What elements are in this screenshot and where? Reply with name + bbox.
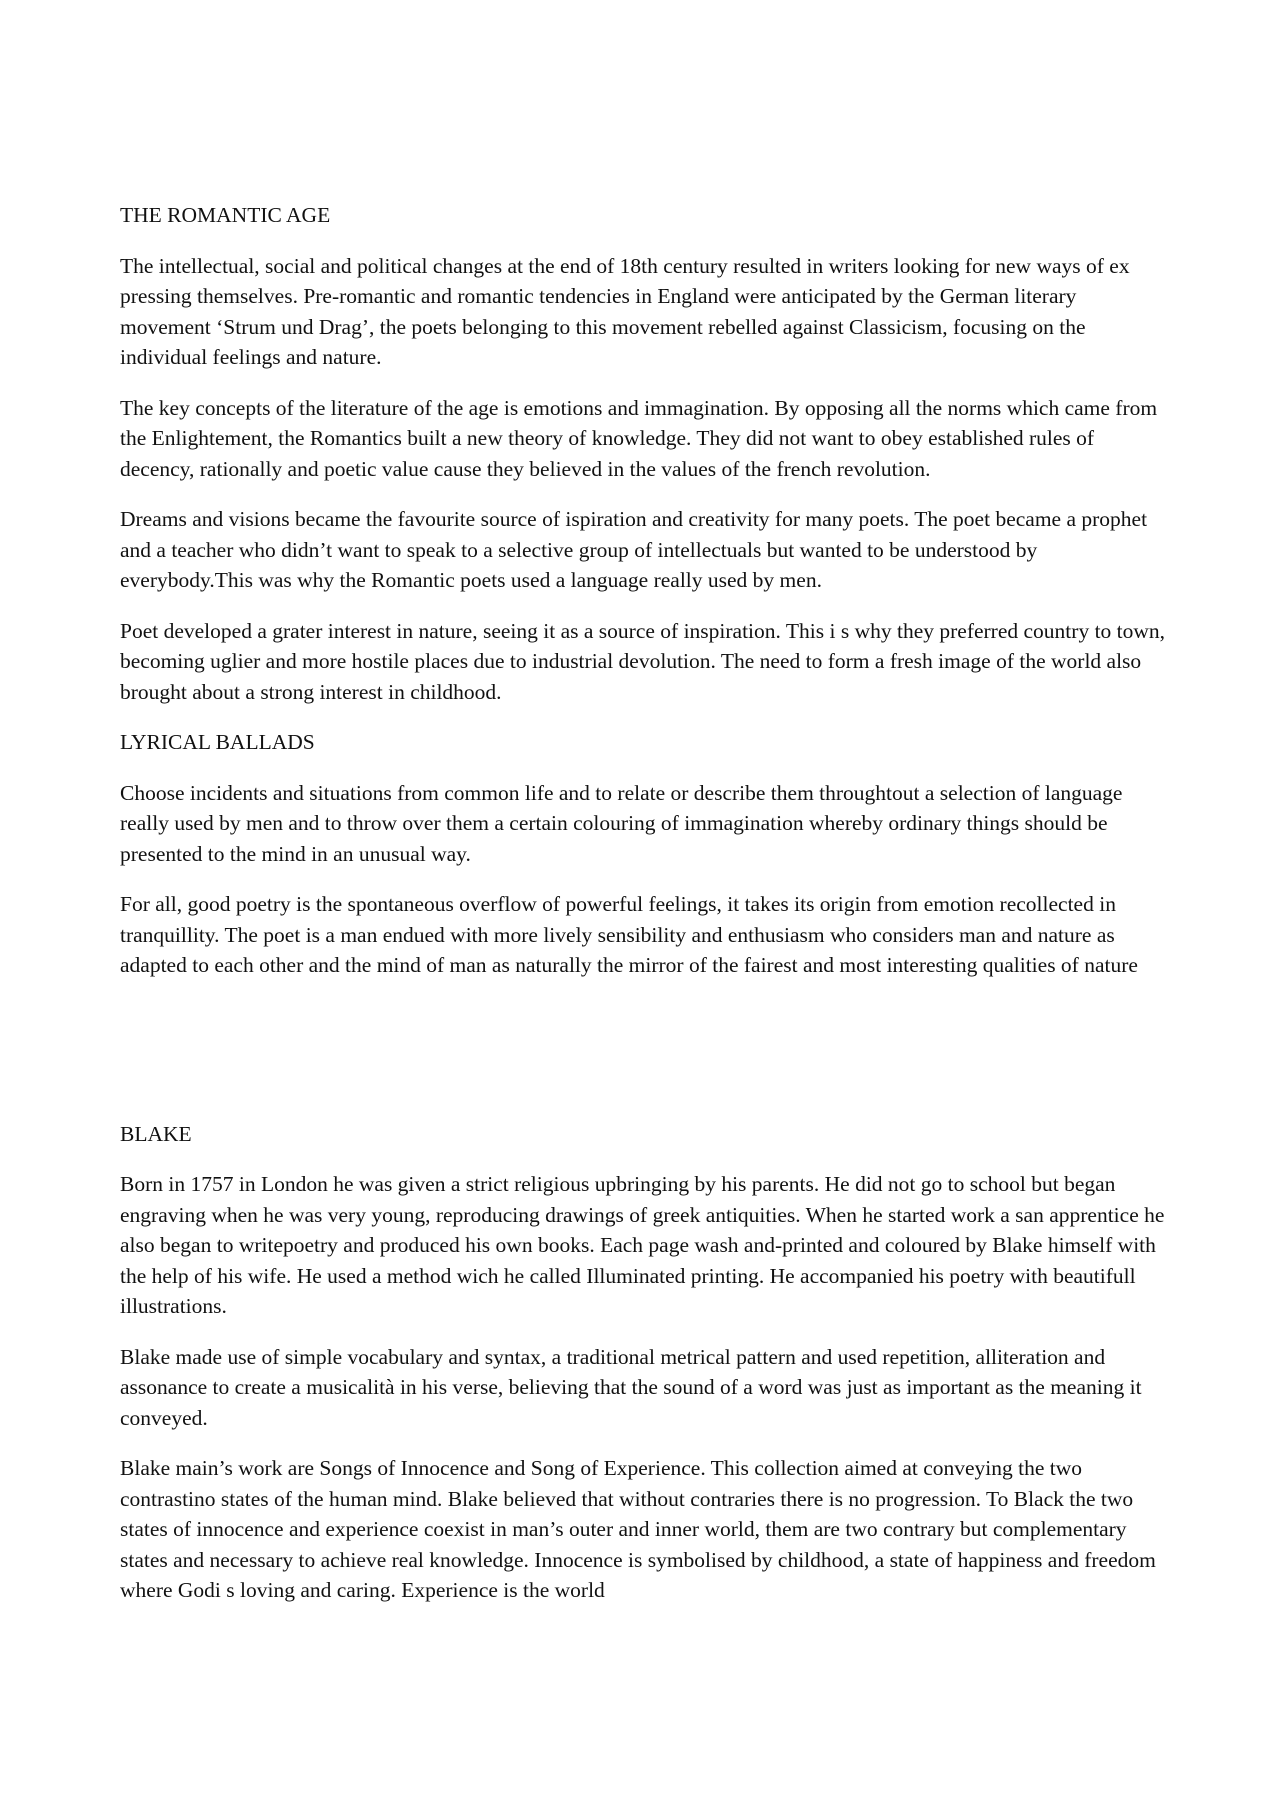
section-heading: LYRICAL BALLADS	[120, 730, 315, 754]
paragraph: For all, good poetry is the spontaneous overflow of powerful feelings, it takes its origin from emotion recollected in tranquillity. The poet is a man endued with more lively sensibility and enthusiasm who considers man and nature as adapted to each other and the mind of man as naturally the mirror of the fairest and most interesting qualities of nature	[120, 892, 1138, 977]
document-page	[120, 200, 1168, 1626]
section-romantic-age	[120, 200, 1168, 707]
section-heading: THE ROMANTIC AGE	[120, 203, 331, 227]
paragraph: Born in 1757 in London he was given a strict religious upbringing by his parents. He did not go to school but began engraving when he was very young, reproducing drawings of greek antiquities. When he started work a san apprentice he also began to writepoetry and produced his own books. Each page wash and-printed and coloured by Blake himself with the help of his wife. He used a method wich he called Illuminated printing. He accompanied his poetry with beautifull illustrations.	[120, 1172, 1165, 1318]
section-blake	[120, 1119, 1168, 1606]
paragraph: Blake main’s work are Songs of Innocence and Song of Experience. This collection aimed at conveying the two contrastino states of the human mind. Blake believed that without contraries there is no progression. To Black the two states of innocence and experience coexist in man’s outer and inner world, them are two contrary but complementary states and necessary to achieve real knowledge. Innocence is symbolised by childhood, a state of happiness and freedom where Godi s loving and caring. Experience is the world	[120, 1456, 1156, 1602]
section-heading: BLAKE	[120, 1121, 192, 1146]
paragraph: Blake made use of simple vocabulary and syntax, a traditional metrical pattern and used repetition, alliteration and assonance to create a musicalità in his verse, believing that the sound of a word was just as important as the meaning it conveyed.	[120, 1344, 1142, 1430]
paragraph: The intellectual, social and political changes at the end of 18th century resulted in writers looking for new ways of ex pressing themselves. Pre-romantic and romantic tendencies in England were anticipated by the German literary movement ‘Strum und Drag’, the poets belonging to this movement rebelled against Classicism, focusing on the individual feelings and nature.	[120, 253, 1130, 369]
paragraph: Poet developed a grater interest in nature, seeing it as a source of inspiration. This i s why they preferred country to town, becoming uglier and more hostile places due to industrial devolution. The need to form a fresh image of the world also brought about a strong interest in childhood.	[120, 618, 1166, 704]
paragraph: Choose incidents and situations from common life and to relate or describe them throughtout a selection of language really used by men and to throw over them a certain colouring of immagination whereby ordinary things should be presented to the mind in an unusual way.	[120, 780, 1123, 866]
section-lyrical-ballads	[120, 727, 1168, 981]
blank-space	[120, 1001, 1168, 1119]
paragraph: The key concepts of the literature of the age is emotions and immagination. By opposing all the norms which came from the Enlightement, the Romantics built a new theory of knowledge. They did not want to obey established rules of decency, rationally and poetic value cause they believed in the values of the french revolution.	[120, 395, 1158, 481]
paragraph: Dreams and visions became the favourite source of ispiration and creativity for many poets. The poet became a prophet and a teacher who didn’t want to speak to a selective group of intellectuals but wanted to be understood by everybody.This was why the Romantic poets used a language really used by men.	[120, 507, 1148, 592]
